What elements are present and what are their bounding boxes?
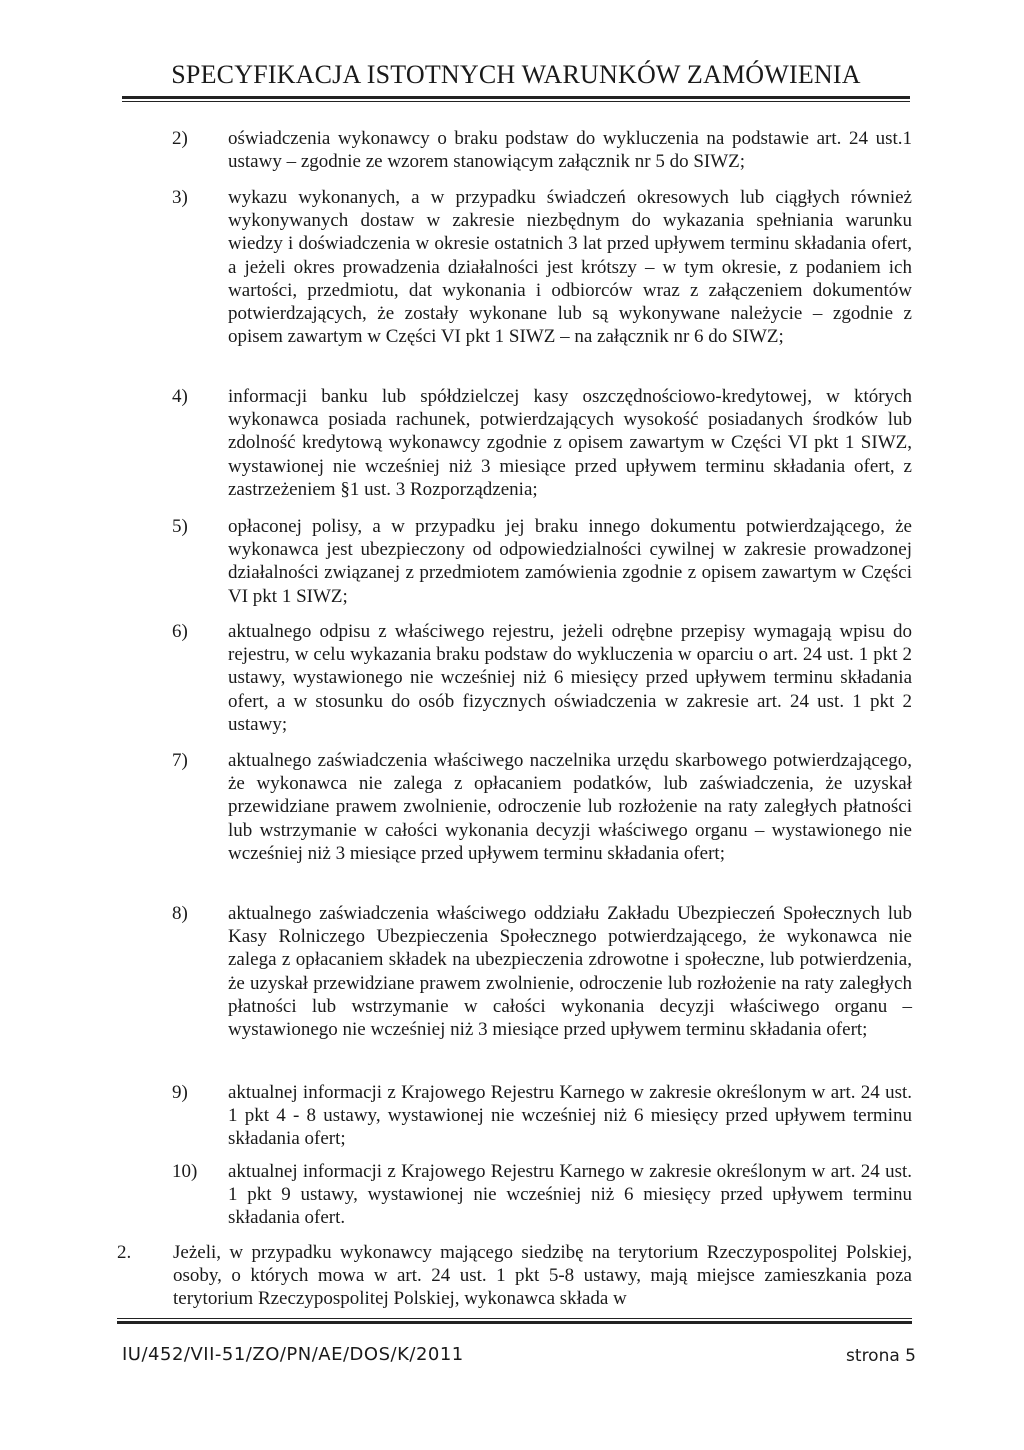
item-number: 5): [172, 516, 188, 537]
item-text: aktualnej informacji z Krajowego Rejestru Karnego w zakresie określonym w art. 24 ust. 1 pkt 9 ustawy, wystawionej nie wcześniej niż 6 miesięcy przed upływem terminu składania ofert.: [228, 1161, 912, 1229]
item-number: 10): [172, 1161, 198, 1182]
item-text: aktualnego zaświadczenia właściwego oddziału Zakładu Ubezpieczeń Społecznych lub Kasy Rolniczego Ubezpieczenia Społecznego potwierdzającego, że wykonawca nie zalega z opłacaniem składek na ubezpieczenia zdrowotne i społeczne, lub potwierdzenia, że uzyskał przewidziane prawem zwolnienie, odroczenie lub rozłożenie na raty zaległych płatności lub wstrzymanie w całości wykonania decyzji właściwego organu – wystawionego nie wcześniej niż 3 miesiące przed upływem terminu składania ofert;: [228, 903, 912, 1041]
point-2: [117, 1241, 912, 1311]
list-item-6: [172, 620, 912, 736]
page-header: SPECYFIKACJA ISTOTNYCH WARUNKÓW ZAMÓWIENIA: [171, 60, 861, 89]
item-number: 7): [172, 750, 188, 771]
list-item-8: [172, 902, 912, 1041]
list-item-3: [172, 186, 912, 348]
header-rule: [122, 96, 910, 99]
list-item-7: [172, 749, 912, 865]
item-number: 6): [172, 621, 188, 642]
page-number: strona 5: [846, 1346, 916, 1366]
point-number: 2.: [117, 1242, 132, 1263]
item-text: informacji banku lub spółdzielczej kasy oszczędnościowo-kredytowej, w których wykonawca posiada rachunek, potwierdzających wysokość posiadanych środków lub zdolność kredytową wykonawcy zgodnie z opisem zawartym w Części VI pkt 1 SIWZ, wystawionej nie wcześniej niż 3 miesiące przed upływem terminu składania ofert, z zastrzeżeniem §1 ust. 3 Rozporządzenia;: [228, 386, 912, 500]
footer-rule-thick: [117, 1321, 912, 1324]
item-text: aktualnej informacji z Krajowego Rejestru Karnego w zakresie określonym w art. 24 ust. 1 pkt 4 - 8 ustawy, wystawionej nie wcześniej niż 6 miesięcy przed upływem terminu składania ofert;: [228, 1082, 912, 1150]
document-code: IU/452/VII-51/ZO/PN/AE/DOS/K/2011: [122, 1344, 464, 1365]
item-text: aktualnego zaświadczenia właściwego naczelnika urzędu skarbowego potwierdzającego, że wykonawca nie zalega z opłacaniem podatków, lub zaświadczenia, że uzyskał przewidziane prawem zwolnienie, odroczenie lub rozłożenie na raty zaległych płatności lub wstrzymanie w całości wykonania decyzji właściwego organu – wystawionego nie wcześniej niż 3 miesiące przed upływem terminu składania ofert;: [228, 750, 912, 864]
item-number: 8): [172, 903, 188, 924]
list-item-2: [172, 127, 912, 173]
item-text: oświadczenia wykonawcy o braku podstaw do wykluczenia na podstawie art. 24 ust.1 ustawy – zgodnie ze wzorem stanowiącym załącznik nr 5 do SIWZ;: [228, 128, 912, 173]
item-text: wykazu wykonanych, a w przypadku świadczeń okresowych lub ciągłych również wykonywanych dostaw w zakresie niezbędnym do wykazania spełniania warunku wiedzy i doświadczenia w okresie ostatnich 3 lat przed upływem terminu składania ofert, a jeżeli okres prowadzenia działalności jest krótszy – w tym okresie, z podaniem ich wartości, przedmiotu, dat wykonania i odbiorców wraz z załączeniem dokumentów potwierdzających, że zostały wykonane lub są wykonywane należycie – zgodnie z opisem zawartym w Części VI pkt 1 SIWZ – na załącznik nr 6 do SIWZ;: [228, 187, 912, 348]
item-number: 2): [172, 128, 188, 149]
item-text: aktualnego odpisu z właściwego rejestru, jeżeli odrębne przepisy wymagają wpisu do rejestru, w celu wykazania braku podstaw do wykluczenia w oparciu o art. 24 ust. 1 pkt 2 ustawy, wystawionego nie wcześniej niż 6 miesięcy przed upływem terminu składania ofert, a w stosunku do osób fizycznych oświadczenia w zakresie art. 24 ust. 1 pkt 2 ustawy;: [228, 621, 912, 735]
item-number: 3): [172, 187, 188, 208]
list-item-9: [172, 1081, 912, 1151]
item-text: opłaconej polisy, a w przypadku jej braku innego dokumentu potwierdzającego, że wykonawca jest ubezpieczony od odpowiedzialności cywilnej w zakresie prowadzonej działalności związanej z przedmiotem zamówienia zgodnie z opisem zawartym w Części VI pkt 1 SIWZ;: [228, 516, 912, 607]
point-text: Jeżeli, w przypadku wykonawcy mającego siedzibę na terytorium Rzeczypospolitej Polskiej, osoby, o których mowa w art. 24 ust. 1 pkt 5-8 ustawy, mają miejsce zamieszkania poza terytorium Rzeczypospolitej Polskiej, wykonawca składa w: [173, 1242, 912, 1310]
header-rule-thin: [122, 101, 910, 102]
list-item-5: [172, 515, 912, 608]
footer-rule: [117, 1318, 912, 1319]
list-item-4: [172, 385, 912, 501]
item-number: 4): [172, 386, 188, 407]
list-item-10: [172, 1160, 912, 1230]
item-number: 9): [172, 1082, 188, 1103]
